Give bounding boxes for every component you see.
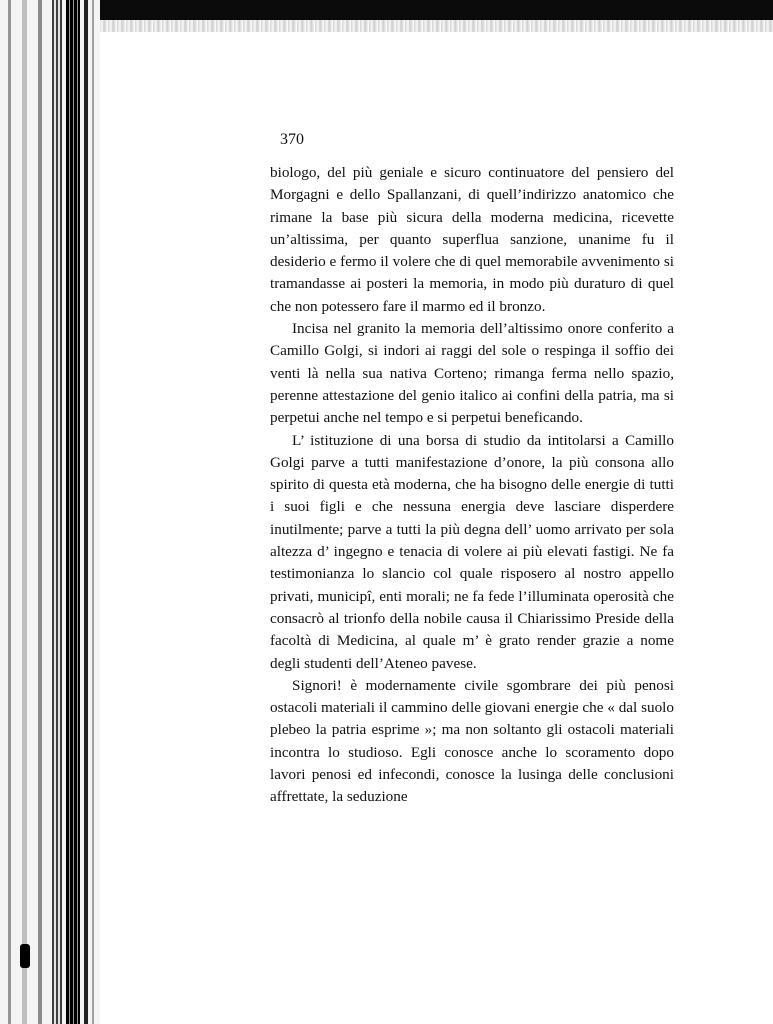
paragraph: Signori! è modernamente civile sgombrare dei più penosi ostacoli materiali il cammino delle giovani energie che « dal suolo plebeo la patria esprime »; ma non soltanto gli ostacoli materiali incontra lo studioso. Egli conosce anche lo scoramento dopo lavori penosi ed infecondi, conosce la lusinga delle conclusioni affrettate, la seduzione [270,676,674,806]
gutter-stripe [84,0,88,1024]
ink-blot [20,944,30,968]
book-gutter [0,0,100,1024]
gutter-stripe [52,0,62,1024]
gutter-stripe [92,0,94,1024]
paragraph: biologo, del più geniale e sicuro continuatore del pensiero del Morgagni e dello Spallanzani, di quell’indirizzo anatomico che rimane la base più sicura della moderna medicina, ricevette un’altissima, per quanto superflua sanzione, unanime fu il desiderio e fermo il volere che di quel memorabile avvenimento si tramandasse ai posteri la memoria, in modo più duraturo di quel che non potessero fare il marmo ed il bronzo. [270,164,674,315]
gutter-stripe [22,0,27,1024]
page-body [270,162,674,809]
page-number: 370 [280,131,304,148]
scan-top-border [0,0,773,20]
gutter-stripe [66,0,80,1024]
gutter-stripe [8,0,11,1024]
gutter-stripe [38,0,42,1024]
scan-noise [90,18,773,32]
paragraph: Incisa nel granito la memoria dell’altissimo onore conferito a Camillo Golgi, si indori ai raggi del sole o respinga il soffio dei venti là nella sua nativa Corteno; rimanga ferma nello spazio, perenne attestazione del genio italico ai confini della patria, ma si perpetui anche nel tempo e si perpetui beneficando. [270,320,674,427]
book-page [270,126,674,809]
paragraph: L’ istituzione di una borsa di studio da intitolarsi a Camillo Golgi parve a tutti manifestazione d’onore, la più consona allo spirito di questa età moderna, che ha bisogno delle energie di tutti i suoi figli e che nessuna energia deve lasciare disperdere inutilmente; parve a tutti la più degna dell’ uomo arrivato per sola altezza d’ ingegno e tenacia di volere ai più elevati fastigi. Ne fa testimonianza lo slancio col quale risposero al nostro appello privati, municipî, enti morali; ne fa fede l’illuminata operosità che consacrò al trionfo della nobile causa il Chiarissimo Preside della facoltà di Medicina, al quale m’ è grato render grazie a nome degli studenti dell’Ateneo pavese. [270,431,674,672]
